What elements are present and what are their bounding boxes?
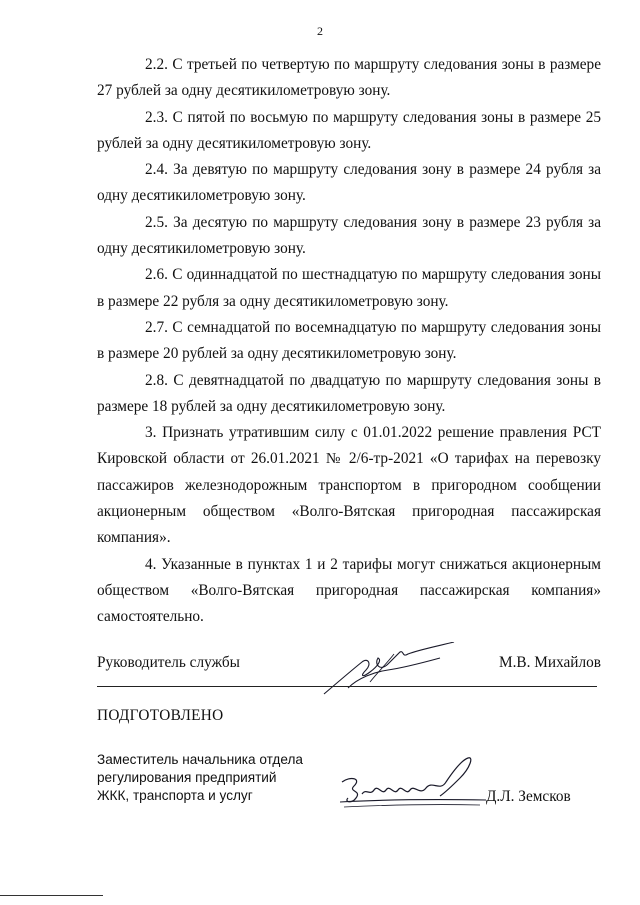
paragraph-3: 3. Признать утратившим силу с 01.01.2022 решение правления РСТ Кировской области от 26.01.2021 № 2/6-тр-2021 «О тарифах на перевозку пассажиров железнодорожным транспортом в пригородном сообщении акционерным обществом «Волго-Вятская пригородная пассажирская компания». xyxy=(97,424,601,547)
paragraph-4: 4. Указанные в пунктах 1 и 2 тарифы могут снижаться акционерным обществом «Волго-Вятская пригородная пассажирская компания» самостоятельно. xyxy=(97,555,601,626)
paragraph-2-7: 2.7. С семнадцатой по восемнадцатую по маршруту следования зоны в размере 20 рублей за одну десятикилометровую зону. xyxy=(97,318,601,363)
page-number: 2 xyxy=(317,24,323,38)
deputy-position-line: Заместитель начальника отдела xyxy=(97,752,303,767)
head-position: Руководитель службы xyxy=(97,654,240,671)
footer-rule xyxy=(0,895,103,896)
deputy-position xyxy=(97,751,303,805)
deputy-position-line: ЖКК, транспорта и услуг xyxy=(97,788,253,803)
head-signature-image xyxy=(318,642,458,702)
signature-divider xyxy=(97,686,597,687)
deputy-signature-image xyxy=(336,752,496,812)
paragraph-2-3: 2.3. С пятой по восьмую по маршруту следования зоны в размере 25 рублей за одну десятикилометровую зону. xyxy=(97,108,601,152)
document-body xyxy=(97,52,601,631)
deputy-position-line: регулирования предприятий xyxy=(97,770,277,785)
prepared-label: ПОДГОТОВЛЕНО xyxy=(97,707,224,724)
paragraph-2-2: 2.2. С третьей по четвертую по маршруту следования зоны в размере 27 рублей за одну десятикилометровую зону. xyxy=(97,56,601,100)
paragraph-2-5: 2.5. За десятую по маршруту следования зону в размере 23 рубля за одну десятикилометровую зону. xyxy=(97,213,601,258)
deputy-name: Д.Л. Земсков xyxy=(486,788,571,805)
head-name: М.В. Михайлов xyxy=(499,654,601,671)
paragraph-2-4: 2.4. За девятую по маршруту следования зону в размере 24 рубля за одну десятикилометровую зону. xyxy=(97,161,601,205)
paragraph-2-6: 2.6. С одиннадцатой по шестнадцатую по маршруту следования зоны в размере 22 рубля за одну десятикилометровую зону. xyxy=(97,266,601,310)
paragraph-2-8: 2.8. С девятнадцатой по двадцатую по маршруту следования зоны в размере 18 рублей за одну десятикилометровую зону. xyxy=(97,371,601,415)
